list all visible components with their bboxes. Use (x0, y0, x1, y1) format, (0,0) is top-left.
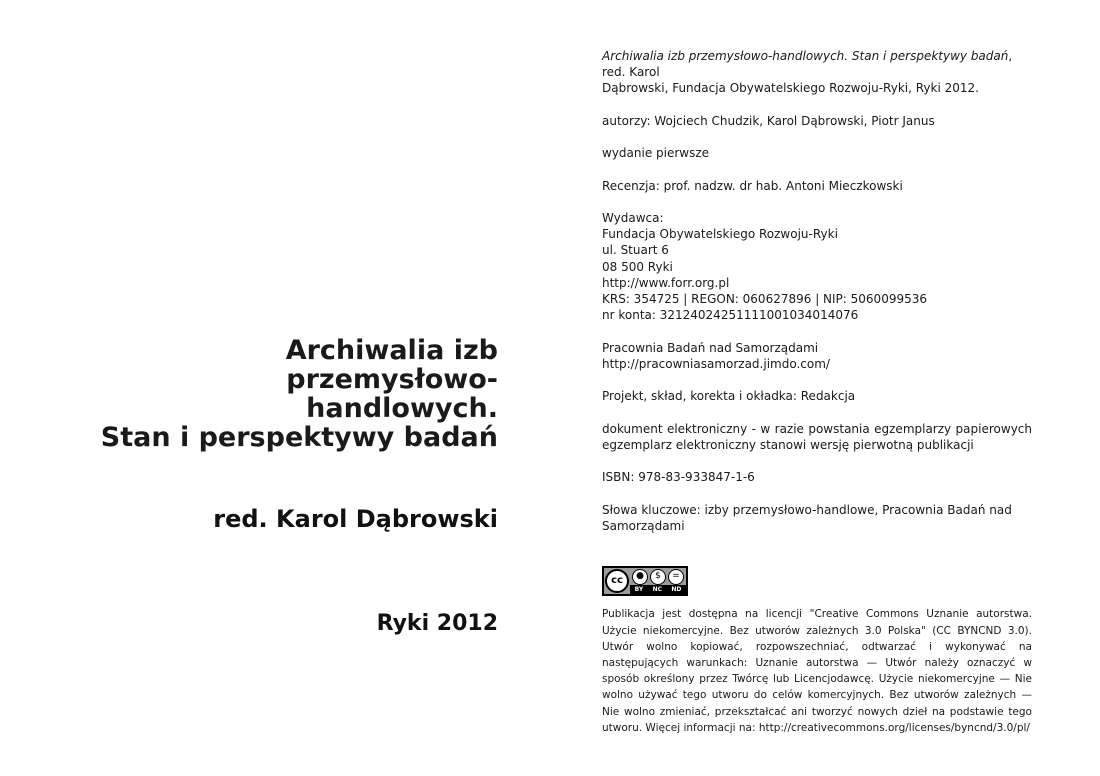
cc-logo-icon: cc (605, 569, 629, 593)
citation (602, 48, 1032, 97)
publisher-name: Fundacja Obywatelskiego Rozwoju-Ryki (602, 227, 838, 242)
cc-license-badge (602, 566, 688, 596)
publisher-block (602, 210, 1032, 323)
title-line-1: Archiwalia izb przemysłowo- (285, 335, 498, 395)
publisher-label: Wydawca: (602, 210, 664, 225)
title-line-2: handlowych. (306, 393, 498, 424)
review: Recenzja: prof. nadzw. dr hab. Antoni Mieczkowski (602, 178, 903, 193)
book-title (80, 336, 498, 452)
publisher-account: nr konta: 32124024251111001034014076 (602, 308, 859, 323)
lab-url[interactable]: http://pracowniasamorzad.jimdo.com/ (602, 356, 830, 371)
publisher-street: ul. Stuart 6 (602, 243, 669, 258)
keywords: Słowa kluczowe: izby przemysłowo-handlowe, Pracownia Badań nad Samorządami (602, 502, 1012, 533)
license-text: Publikacja jest dostępna na licencji "Creative Commons Uznanie autorstwa. Użycie niekomercyjne. Bez utworów zależnych 3.0 Polska" (CC BYNCND 3.0). Utwór wolno kopiować, rozpowszechniać, odtwarzać i wykonywać na następujących warunkach: Uznanie autorstwa — Utwór należy oznaczyć w sposób określony przez Twórcę lub Licencjodawcę. Użycie niekomercyjne — Nie wolno używać tego utworu do celów komercyjnych. Bez utworów zależnych — Nie wolno zmieniać, przekształcać ani tworzyć nowych dzieł na podstawie tego utworu. Więcej informacji na: http://creativecommons.org/licenses/byncnd/3.0/pl/ (602, 608, 1032, 734)
place-year: Ryki 2012 (376, 611, 498, 636)
citation-line-2: Dąbrowski, Fundacja Obywatelskiego Rozwoju-Ryki, Ryki 2012. (602, 81, 979, 96)
electronic-note-line-1: dokument elektroniczny - w razie powstania egzemplarzy papierowych (602, 421, 1032, 436)
no-dollar-icon: $ (650, 569, 666, 585)
citation-title: Archiwalia izb przemysłowo-handlowych. Stan i perspektywy badań (602, 49, 1009, 63)
cc-by-label: BY (634, 585, 644, 593)
lab-block (602, 340, 1032, 372)
editor-name: red. Karol Dąbrowski (213, 505, 498, 533)
right-page (602, 48, 1032, 747)
isbn: ISBN: 978-83-933847-1-6 (602, 470, 755, 485)
person-icon: ● (632, 569, 648, 585)
cc-strip (630, 585, 686, 594)
publisher-url[interactable]: http://www.forr.org.pl (602, 275, 730, 290)
equals-icon: = (668, 569, 684, 585)
citation-rest: , red. Karol (602, 49, 1013, 80)
cc-nc-label: NC (652, 585, 662, 593)
authors: autorzy: Wojciech Chudzik, Karol Dąbrowski, Piotr Janus (602, 113, 935, 128)
cc-nd-label: ND (671, 585, 682, 593)
electronic-note (602, 421, 1032, 453)
electronic-note-line-2: egzemplarz elektroniczny stanowi wersję pierwotną publikacji (602, 437, 974, 452)
publisher-city: 08 500 Ryki (602, 259, 673, 274)
design-credits: Projekt, skład, korekta i okładka: Redakcja (602, 389, 856, 404)
title-line-3: Stan i perspektywy badań (100, 422, 498, 453)
publisher-registry: KRS: 354725 | REGON: 060627896 | NIP: 5060099536 (602, 291, 928, 306)
lab-name: Pracownia Badań nad Samorządami (602, 340, 819, 355)
edition: wydanie pierwsze (602, 146, 710, 161)
